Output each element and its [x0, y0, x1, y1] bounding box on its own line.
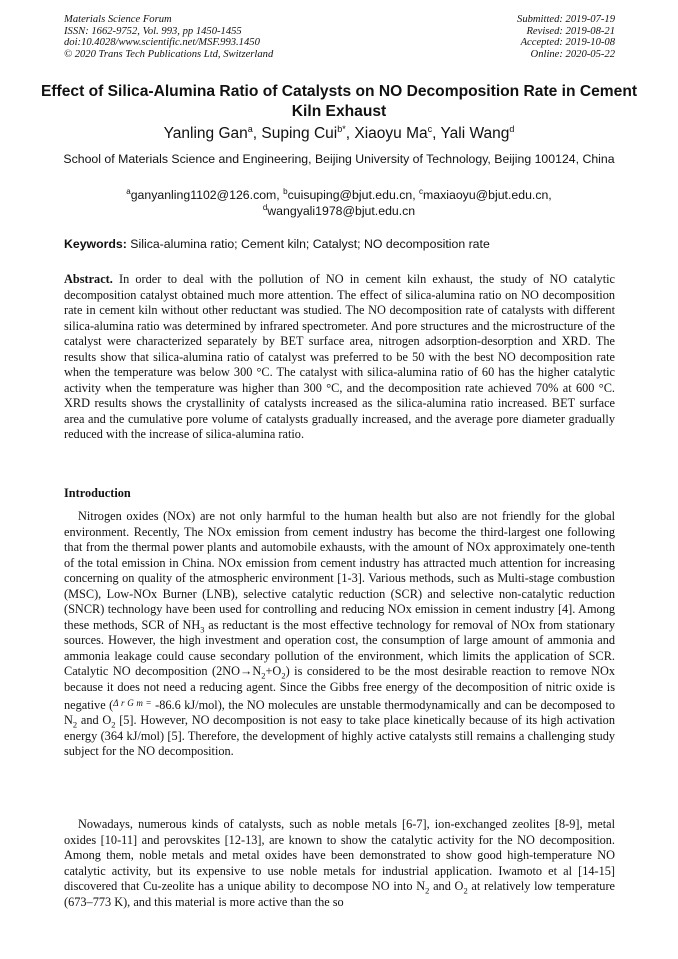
subscript: 2 — [463, 885, 468, 896]
text-run: and O — [429, 879, 464, 894]
gibbs-symbol: Δ r G m = — [113, 697, 152, 708]
subscript: 2 — [111, 719, 116, 730]
text-run: [5]. However, NO decomposition is not easy to take place kinetically because of its high activation energy (364 kJ/mol) [5]. Therefore, the development of highly active catalysts still remains a challenging study subject for the NO decomposition. — [64, 713, 615, 759]
author-sep: , — [252, 125, 262, 142]
abstract — [64, 272, 615, 443]
date-line: Revised: 2019-08-21 — [526, 25, 615, 37]
email-address[interactable]: wangyali1978@bjut.edu.cn — [267, 204, 416, 218]
text-run: Nitrogen oxides (NOx) are not only harmful to the human health but also are not friendly for the global environment. Recently, The NOx emission from cement industry has become the third-largest one following that from the thermal power plants and automobile exhausts, with the amount of NOx approximately one-tenth of the total emission in China. NOx emission from cement industry has attracted much attention for increasing concerning on quality of the atmospheric environment [1-3]. Various methods, such as Multi-stage combustion (MSC), Low-NOx Burner (LNB), selective catalytic reduction (SCR) and selective non-catalytic reduction (SNCR) technology have been used for controlling and reducing NOx emission in cement industry [4]. Among these methods, SCR of NH — [64, 509, 615, 632]
subscript: 2 — [425, 885, 430, 896]
date-line: Accepted: 2019-10-08 — [520, 37, 615, 49]
text-run: Nowadays, numerous kinds of catalysts, such as noble metals [6-7], ion-exchanged zeolites [8-9], metal oxides [10-11] and perovskites [12-13], are known to show the catalytic activity for the NO decomposition. Among them, noble metals and metal oxides have been demonstrated to show good high-temperature NO catalytic activity, but its expensive to use noble metals for industrial application. Iwamoto et al [14-15] discovered that Cu-zeolite has a unique ability to decompose NO into N — [64, 817, 615, 894]
paper-title: Effect of Silica-Alumina Ratio of Catalysts on NO Decomposition Rate in Cement Kiln Exhaust — [40, 83, 638, 120]
email-list — [60, 187, 618, 219]
author-sup: b* — [337, 123, 346, 134]
intro-paragraph-1 — [64, 509, 615, 760]
date-line: Submitted: 2019-07-19 — [517, 14, 615, 25]
author-name: Xiaoyu Ma — [354, 125, 428, 142]
section-heading-introduction: Introduction — [64, 486, 131, 500]
subscript: 2 — [261, 670, 266, 681]
affiliation: School of Materials Science and Engineering, Beijing University of Technology, Beijing 100124, China — [63, 152, 615, 166]
author-name: Suping Cui — [261, 125, 338, 142]
text-run: -86.6 kJ/mol), the NO molecules are unstable thermodynamically and can be decomposed to N — [64, 697, 615, 728]
keywords-text: Silica-alumina ratio; Cement kiln; Catalyst; NO decomposition rate — [126, 237, 490, 251]
author-sep: , — [345, 125, 355, 142]
email-address[interactable]: ganyanling1102@126.com, — [130, 188, 284, 202]
intro-paragraph-2 — [64, 817, 615, 910]
journal-line: ISSN: 1662-9752, Vol. 993, pp 1450-1455 — [64, 25, 242, 37]
abstract-label: Abstract. — [64, 272, 113, 286]
journal-line: Materials Science Forum — [64, 14, 172, 25]
subscript: 2 — [281, 670, 286, 681]
email-address[interactable]: maxiaoyu@bjut.edu.cn, — [423, 188, 552, 202]
keywords — [64, 236, 616, 252]
author-sep: , — [432, 125, 441, 142]
email-address[interactable]: cuisuping@bjut.edu.cn, — [287, 188, 420, 202]
author-sup: d — [509, 123, 515, 134]
author-sup: a — [247, 123, 253, 134]
submission-dates — [517, 14, 615, 60]
keywords-label: Keywords: — [64, 237, 127, 251]
date-line: Online: 2020-05-22 — [530, 48, 615, 60]
journal-info — [64, 14, 273, 60]
subscript: 3 — [200, 624, 205, 635]
author-sup: c — [427, 123, 433, 134]
email-sup: a — [126, 186, 131, 196]
journal-line: doi:10.4028/www.scientific.net/MSF.993.1450 — [64, 37, 260, 49]
text-run: at relatively low temperature (673–773 K), and this material is more active than the so — [64, 879, 615, 909]
journal-line: © 2020 Trans Tech Publications Ltd, Switzerland — [64, 48, 274, 60]
text-run: ) is considered to be the most desirable reaction to remove NOx because it does not need a reducing agent. Since the Gibbs free energy of the decomposition of nitric oxide is negative ( — [64, 664, 615, 712]
text-run: as reductant is the most effective technology for removal of NOx from stationary sources. However, the high investment and operation cost, the consumption of large amount of ammonia and ammonia leakage could cause secondary pollution of the environment, which limits the application of SCR. Catalytic NO decomposition (2NO→N — [64, 617, 615, 679]
text-run: and O — [77, 713, 112, 728]
email-sup: c — [419, 186, 424, 196]
text-run: +O — [265, 664, 282, 679]
author-list — [40, 125, 638, 143]
email-sup: b — [283, 186, 288, 196]
email-sup: d — [262, 202, 268, 212]
abstract-text: In order to deal with the pollution of NO in cement kiln exhaust, the study of NO catalytic decomposition catalyst obtained much more attention. The effect of silica-alumina ratio on NO decomposition rate in cement kiln without other reductant was studied. The NO decomposition rate of catalysts with different silica-alumina ratio was determined by infrared spectrometer. And pore structures and the microstructure of the catalyst were characterized separately by BET surface area, nitrogen adsorption-desorption and XRD. The results show that silica-alumina ratio of catalyst was preferred to be 50 with the best NO decomposition rate when the temperature was below 300 °C. The catalyst with silica-alumina ratio of 60 has the higher catalytic activity when the temperature was higher than 300 °C, and the decomposition rate achieved 70% at 600 °C. XRD results shows the crystallinity of catalysts increased as the silica-alumina ratio increased. BET surface area and the cumulative pore volume of catalysts gradually increased, and the average pore diameter gradually reduced with the increase of silica-alumina ratio. — [64, 272, 615, 442]
subscript: 2 — [72, 719, 78, 730]
author-name: Yanling Gan — [163, 125, 248, 142]
author-name: Yali Wang — [440, 125, 510, 142]
